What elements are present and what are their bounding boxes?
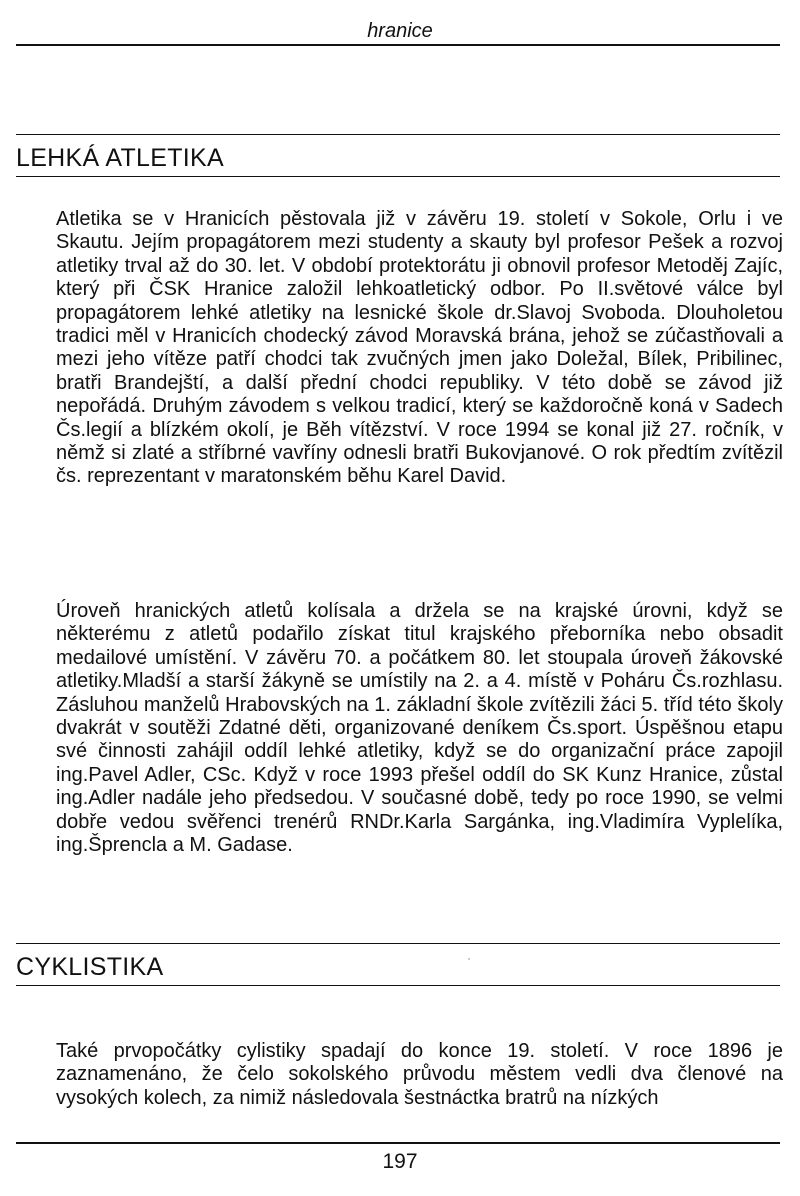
section-rule-top bbox=[16, 134, 780, 135]
paragraph: Úroveň hranických atletů kolísala a držela se na krajské úrovni, když se některému z atletů podařilo získat titul krajského přeborníka nebo obsadit medailové umístění. V závěru 70. a počátkem 80. let stoupala úroveň žákovské atletiky.Mladší a starší žákyně se umístily na 2. a 4. místě v Poháru Čs.rozhlasu. Zásluhou manželů Hrabovských na 1. základní škole zvítězili žáci 5. tříd této školy dvakrát v soutěži Zdatné děti, organizované deníkem Čs.sport. Úspěšnou etapu své činnosti zahájil oddíl lehké atletiky, když se do organizační práce zapojil ing.Pavel Adler, CSc. Když v roce 1993 přešel oddíl do SK Kunz Hranice, zůstal ing.Adler nadále jeho předsedou. V současné době, tedy po roce 1990, se velmi dobře vedou svěřenci trenérů RNDr.Karla Sargánka, ing.Vladimíra Vyplelíka, ing.Šprencla a M. Gadase. bbox=[56, 600, 783, 857]
running-header: hranice bbox=[367, 20, 433, 42]
scan-speck bbox=[468, 958, 470, 960]
section-title: CYKLISTIKA bbox=[16, 953, 164, 981]
page-number: 197 bbox=[382, 1150, 418, 1173]
paragraph: Také prvopočátky cylistiky spadají do konce 19. století. V roce 1896 je zaznamenáno, že čelo sokolského průvodu městem vedli dva členové na vysokých kolech, za nimiž následovala šestnáctka bratrů na nízkých bbox=[56, 1040, 783, 1109]
header-rule bbox=[16, 44, 780, 46]
section-rule-bottom bbox=[16, 176, 780, 177]
footer-rule bbox=[16, 1142, 780, 1144]
paragraph: Atletika se v Hranicích pěstovala již v závěru 19. století v Sokole, Orlu i ve Skautu. Jejím propagátorem mezi studenty a skauty byl profesor Pešek a rozvoj atletiky trval až do 30. let. V období protektorátu ji obnovil profesor Metoděj Zajíc, který při ČSK Hranice založil lehkoatletický odbor. Po II.světové válce byl propagátorem lehké atletiky na lesnické škole dr.Slavoj Svoboda. Dlouholetou tradici měl v Hranicích chodecký závod Moravská brána, jehož se zúčastňovali a mezi jeho vítěze patří chodci tak zvučných jmen jako Doležal, Bílek, Pribilinec, bratři Brandejští, a další přední chodci republiky. V této době se závod již nepořádá. Druhým závodem s velkou tradicí, který se každoročně koná v Sadech Čs.legií a blízkém okolí, je Běh vítězství. V roce 1994 se konal již 27. ročník, v němž si zlaté a stříbrné vavříny odnesli bratři Bukovjanové. O rok předtím zvítězil čs. reprezentant v maratonském běhu Karel David. bbox=[56, 208, 783, 488]
section-rule-bottom bbox=[16, 985, 780, 986]
section-title: LEHKÁ ATLETIKA bbox=[16, 144, 224, 172]
section-rule-top bbox=[16, 943, 780, 944]
